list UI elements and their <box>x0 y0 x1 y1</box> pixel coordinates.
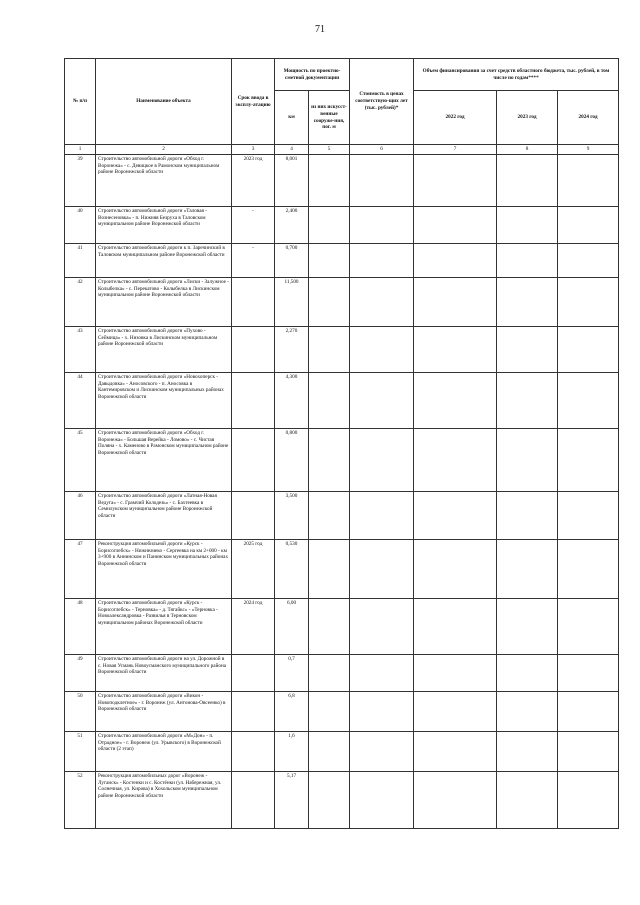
capacity-km: 6,00 <box>275 598 309 654</box>
header-2024: 2024 год <box>558 91 619 145</box>
commission-term: 2024 год <box>232 598 275 654</box>
commission-term <box>232 326 275 372</box>
object-name: Реконструкция автомобильных дорог «Воронеж - Луганск» - Костенки и с. Костёнки (ул. Набережная, ул. Солнечная, ул. Кирова) в Хохольском муниципальном районе Воронежской области <box>96 771 232 828</box>
table-row <box>65 539 619 598</box>
capacity-km: 5,17 <box>275 771 309 828</box>
capacity-km: 4,300 <box>275 372 309 428</box>
column-numbers-row <box>65 145 619 155</box>
commission-term <box>232 428 275 491</box>
funding-2024 <box>558 771 619 828</box>
funding-2024 <box>558 277 619 326</box>
artificial-structures <box>309 372 350 428</box>
funding-2022 <box>414 428 497 491</box>
row-number: 44 <box>65 372 96 428</box>
funding-2023 <box>497 771 558 828</box>
commission-term <box>232 372 275 428</box>
funding-2022 <box>414 372 497 428</box>
funding-2022 <box>414 598 497 654</box>
column-number: 6 <box>350 145 414 155</box>
cost-cell <box>350 598 414 654</box>
row-number: 52 <box>65 771 96 828</box>
column-number: 3 <box>232 145 275 155</box>
funding-2023 <box>497 539 558 598</box>
funding-2024 <box>558 731 619 771</box>
cost-cell <box>350 243 414 277</box>
cost-cell <box>350 731 414 771</box>
row-number: 42 <box>65 277 96 326</box>
artificial-structures <box>309 539 350 598</box>
funding-2024 <box>558 491 619 539</box>
table-row <box>65 243 619 277</box>
funding-2024 <box>558 326 619 372</box>
commission-term <box>232 277 275 326</box>
column-number: 9 <box>558 145 619 155</box>
row-number: 45 <box>65 428 96 491</box>
table-row <box>65 491 619 539</box>
row-number: 51 <box>65 731 96 771</box>
funding-2022 <box>414 206 497 243</box>
row-number: 48 <box>65 598 96 654</box>
commission-term <box>232 731 275 771</box>
capacity-km: 2,400 <box>275 206 309 243</box>
object-name: Строительство автомобильной дороги «Новохоперск - Давыдовка» - Аносовского - п. Аносовка в Кантемировском и Лискинском муниципальных районах Воронежской области <box>96 372 232 428</box>
cost-cell <box>350 539 414 598</box>
column-number: 5 <box>309 145 350 155</box>
capacity-km: 0,700 <box>275 243 309 277</box>
funding-2022 <box>414 326 497 372</box>
object-name: Строительство автомобильной дороги «Латная-Новая Ведуга» - с. Грамчий Колодезь» - с. Бахтеевка в Семилукском муниципальном районе Воронежской области <box>96 491 232 539</box>
artificial-structures <box>309 491 350 539</box>
capacity-km: 0,800 <box>275 428 309 491</box>
commission-term: - <box>232 243 275 277</box>
row-number: 41 <box>65 243 96 277</box>
row-number: 50 <box>65 691 96 731</box>
cost-cell <box>350 771 414 828</box>
object-name: Строительство автомобильной дороги «Курск - Борисоглебск» - Терновка» - д. Тягайкс» - «Терновка - Новоалександровка - Развилья в Терновском муниципальном районах Воронежской области <box>96 598 232 654</box>
cost-cell <box>350 691 414 731</box>
funding-2022 <box>414 243 497 277</box>
funding-2024 <box>558 654 619 691</box>
object-name: Строительство автомобильной дороги «Викон - Новоподклетное» - г. Воронеж (ул. Антонова-Овсеенко) в Воронежской области <box>96 691 232 731</box>
page-number: 71 <box>315 24 325 35</box>
funding-2023 <box>497 206 558 243</box>
artificial-structures <box>309 154 350 206</box>
funding-2022 <box>414 539 497 598</box>
funding-2023 <box>497 154 558 206</box>
capacity-km: 0,7 <box>275 654 309 691</box>
artificial-structures <box>309 206 350 243</box>
capacity-km: 8,001 <box>275 154 309 206</box>
commission-term: 2023 год <box>232 154 275 206</box>
capacity-km: 3,500 <box>275 491 309 539</box>
row-number: 40 <box>65 206 96 243</box>
column-number: 4 <box>275 145 309 155</box>
funding-2024 <box>558 428 619 491</box>
object-name: Строительство автомобильной дороги «Обход г. Воронежа» - с. Девицкое в Рамонском муниципальном районе Воронежской области <box>96 154 232 206</box>
header-funding: Объем финансирования за счет средств областного бюджета, тыс. рублей, в том числе по годам**** <box>414 59 619 91</box>
commission-term <box>232 491 275 539</box>
cost-cell <box>350 326 414 372</box>
artificial-structures <box>309 691 350 731</box>
table-row <box>65 326 619 372</box>
row-number: 43 <box>65 326 96 372</box>
object-name: Строительство автомобильной дороги «Обход г. Воронежа» - Большая Верейка - Ломово» - с. Чистая Поляна - х. Каменово в Рамонском муниципальном районе Воронежской области <box>96 428 232 491</box>
header-2023: 2023 год <box>497 91 558 145</box>
object-name: Строительство автомобильной дороги к п. Заречинский в Таловском муниципальном районе Воронежской области <box>96 243 232 277</box>
funding-2024 <box>558 372 619 428</box>
cost-cell <box>350 206 414 243</box>
column-number: 2 <box>96 145 232 155</box>
funding-2024 <box>558 598 619 654</box>
row-number: 47 <box>65 539 96 598</box>
artificial-structures <box>309 654 350 691</box>
header-name: Наименование объекта <box>96 59 232 145</box>
cost-cell <box>350 372 414 428</box>
funding-2024 <box>558 206 619 243</box>
cost-cell <box>350 491 414 539</box>
object-name: Строительство автомобильной дороги «Лиски - Залужное - Колыбелка» - с. Перекатово - Колыбелка в Лискинском муниципальном районе Воронежской области <box>96 277 232 326</box>
cost-cell <box>350 154 414 206</box>
column-number: 7 <box>414 145 497 155</box>
commission-term: 2025 год <box>232 539 275 598</box>
artificial-structures <box>309 243 350 277</box>
funding-2023 <box>497 654 558 691</box>
table-row <box>65 428 619 491</box>
table-row <box>65 598 619 654</box>
table-row <box>65 691 619 731</box>
object-name: Реконструкция автомобильной дороги «Курск - Борисоглебск» - Нижнеачеко - Сергеевка на км 2+000 - км 3+900 в Аннинском и Панинском муниципальных районах Воронежской области <box>96 539 232 598</box>
header-2022: 2022 год <box>414 91 497 145</box>
artificial-structures <box>309 326 350 372</box>
funding-2024 <box>558 243 619 277</box>
capacity-km: 6,8 <box>275 691 309 731</box>
funding-2022 <box>414 771 497 828</box>
artificial-structures <box>309 428 350 491</box>
commission-term <box>232 771 275 828</box>
artificial-structures <box>309 598 350 654</box>
funding-2024 <box>558 539 619 598</box>
funding-2022 <box>414 691 497 731</box>
row-number: 39 <box>65 154 96 206</box>
cost-cell <box>350 654 414 691</box>
cost-cell <box>350 277 414 326</box>
object-name: Строительство автомобильной дороги «Таловая - Вознесеновка» - п. Нижняя Безруха в Таловском муниципальном районе Воронежской области <box>96 206 232 243</box>
table-row <box>65 731 619 771</box>
funding-2023 <box>497 243 558 277</box>
funding-2023 <box>497 691 558 731</box>
capacity-km: 11,500 <box>275 277 309 326</box>
commission-term <box>232 691 275 731</box>
header-term: Срок ввода в эксплу-атацию <box>232 59 275 145</box>
row-number: 49 <box>65 654 96 691</box>
commission-term: - <box>232 206 275 243</box>
funding-2024 <box>558 691 619 731</box>
table-row <box>65 771 619 828</box>
funding-table <box>64 58 619 829</box>
column-number: 1 <box>65 145 96 155</box>
object-name: Строительство автомобильной дороги на ул. Дорожной в с. Новая Усмань Новоусманского муниципального района Воронежской области <box>96 654 232 691</box>
funding-2023 <box>497 428 558 491</box>
column-number: 8 <box>497 145 558 155</box>
funding-2022 <box>414 277 497 326</box>
capacity-km: 2,270 <box>275 326 309 372</box>
funding-2022 <box>414 731 497 771</box>
object-name: Строительство автомобильной дороги «Пухово - Сеймица» - х. Низовка в Лискинском муниципальном районе Воронежской области <box>96 326 232 372</box>
row-number: 46 <box>65 491 96 539</box>
table-row <box>65 372 619 428</box>
capacity-km: 0,530 <box>275 539 309 598</box>
funding-2022 <box>414 654 497 691</box>
funding-2023 <box>497 326 558 372</box>
capacity-km: 1,6 <box>275 731 309 771</box>
funding-2023 <box>497 372 558 428</box>
header-num: № п/п <box>65 59 96 145</box>
header-km: км <box>275 91 309 145</box>
funding-2024 <box>558 154 619 206</box>
table-row <box>65 654 619 691</box>
funding-2023 <box>497 277 558 326</box>
table-row <box>65 277 619 326</box>
object-name: Строительство автомобильной дороги «М«Дон» - п. Отрадное» - г. Воронеж (ул. Урывского) в Воронежской области (2 этап) <box>96 731 232 771</box>
artificial-structures <box>309 771 350 828</box>
table-row <box>65 154 619 206</box>
header-artificial: из них искусст-венные сооруже-ния, пог. м <box>309 91 350 145</box>
cost-cell <box>350 428 414 491</box>
funding-2023 <box>497 598 558 654</box>
funding-2022 <box>414 154 497 206</box>
header-cost: Стоимость в ценах соответствую-щих лет (тыс. рублей)* <box>350 59 414 145</box>
artificial-structures <box>309 731 350 771</box>
artificial-structures <box>309 277 350 326</box>
header-capacity: Мощность по проектно-сметной документации <box>275 59 350 91</box>
funding-2023 <box>497 491 558 539</box>
commission-term <box>232 654 275 691</box>
funding-2023 <box>497 731 558 771</box>
table-row <box>65 206 619 243</box>
funding-2022 <box>414 491 497 539</box>
